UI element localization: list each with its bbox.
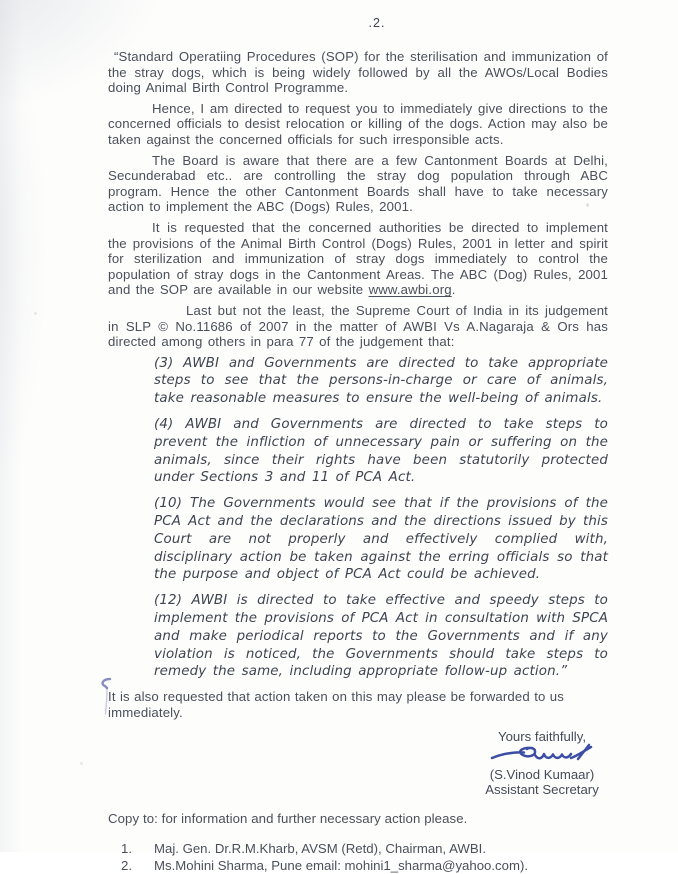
signatory-name: (S.Vinod Kumaar): [489, 767, 595, 783]
scan-speck: [80, 762, 83, 765]
recipient-number: 2.: [121, 857, 132, 873]
paragraph-supreme-court: Last but not the least, the Supreme Court of India in its judgement in SLP © No.11686 of 2007 in the matter of AWBI Vs A.Nagaraja & Ors has directed among others in para 77 of the judgement that:: [108, 302, 608, 350]
paragraph-it-is-requested-text: It is requested that the concerned authorities be directed to implement the provisions of the Animal Birth Control (Dogs) Rules, 2001 in letter and spirit for sterilization and immunization of stray dogs immediately to control the population of stray dogs in the Cantonment Areas. The ABC (Dog) Rules, 2001 and the SOP are available in our website: [108, 219, 608, 298]
copy-to-line: Copy to: for information and further necessary action please.: [108, 811, 468, 827]
salutation: Yours faithfully,: [498, 729, 586, 745]
recipient-number: 1.: [121, 841, 132, 857]
scan-speck: [586, 203, 589, 207]
judgement-quote-10: (10) The Governments would see that if the provisions of the PCA Act and the declarations and the directions issued by this Court are not properly and effectively complied with, disciplinary action be taken against the erring officials so that the purpose and object of PCA Act could be achieved.: [154, 496, 608, 583]
paragraph-board-aware: The Board is aware that there are a few Cantonment Boards at Delhi, Secunderabad etc.. are controlling the stray dog population through ABC program. Hence the other Cantonment Boards shall have to take necessary action to implement the ABC (Dogs) Rules, 2001.: [108, 152, 608, 215]
paragraph-sop-quote: “Standard Operatiing Procedures (SOP) for the sterilisation and immunization of the stray dogs, which is being widely followed by all the AWOs/Local Bodies doing Animal Birth Control Programme.: [108, 49, 608, 96]
signature-block: [476, 729, 608, 797]
website-link-text: www.awbi.org: [368, 282, 452, 298]
judgement-quote-4: (4) AWBI and Governments are directed to take steps to prevent the infliction of unnecessary pain or suffering on the animals, since their rights have been statutorily protected under Sections 3 and 11 of PCA Act.: [154, 417, 608, 486]
recipient-row: [108, 841, 608, 858]
signatory-designation: Assistant Secretary: [485, 782, 599, 798]
paragraph-it-is-requested: [108, 220, 608, 298]
judgement-quote-12: (12) AWBI is directed to take effective and speedy steps to implement the provisions of PCA Act in consultation with SPCA and make periodical reports to the Governments and if any violation is noticed, the Governments should take steps to remedy the same, including appropriate follow-up action.”: [154, 593, 608, 680]
letter-body: [108, 16, 608, 874]
scan-speck: [34, 312, 37, 315]
page-number: .2.: [368, 16, 386, 30]
closing-paragraph: It is also requested that action taken on this may please be forwarded to us immediately.: [108, 689, 565, 720]
judgement-quote-3: (3) AWBI and Governments are directed to take appropriate steps to see that the persons-in-charge or care of animals, take reasonable measures to ensure the well-being of animals.: [154, 355, 608, 407]
recipient-text: Maj. Gen. Dr.R.M.Kharb, AVSM (Retd), Chairman, AWBI.: [154, 841, 486, 857]
paragraph-it-is-requested-period: .: [451, 282, 456, 298]
recipient-row: [108, 858, 608, 874]
paragraph-hence-directed: Hence, I am directed to request you to immediately give directions to the concerned officials to desist relocation or killing of the dogs. Action may also be taken against the concerned officials for such irresponsible acts.: [108, 100, 608, 147]
signoff-row: [108, 729, 608, 797]
recipients-list: [108, 841, 608, 874]
recipient-text: Ms.Mohini Sharma, Pune email: mohini1_sharma@yahoo.com).: [154, 857, 529, 873]
ink-mark: [98, 676, 114, 718]
